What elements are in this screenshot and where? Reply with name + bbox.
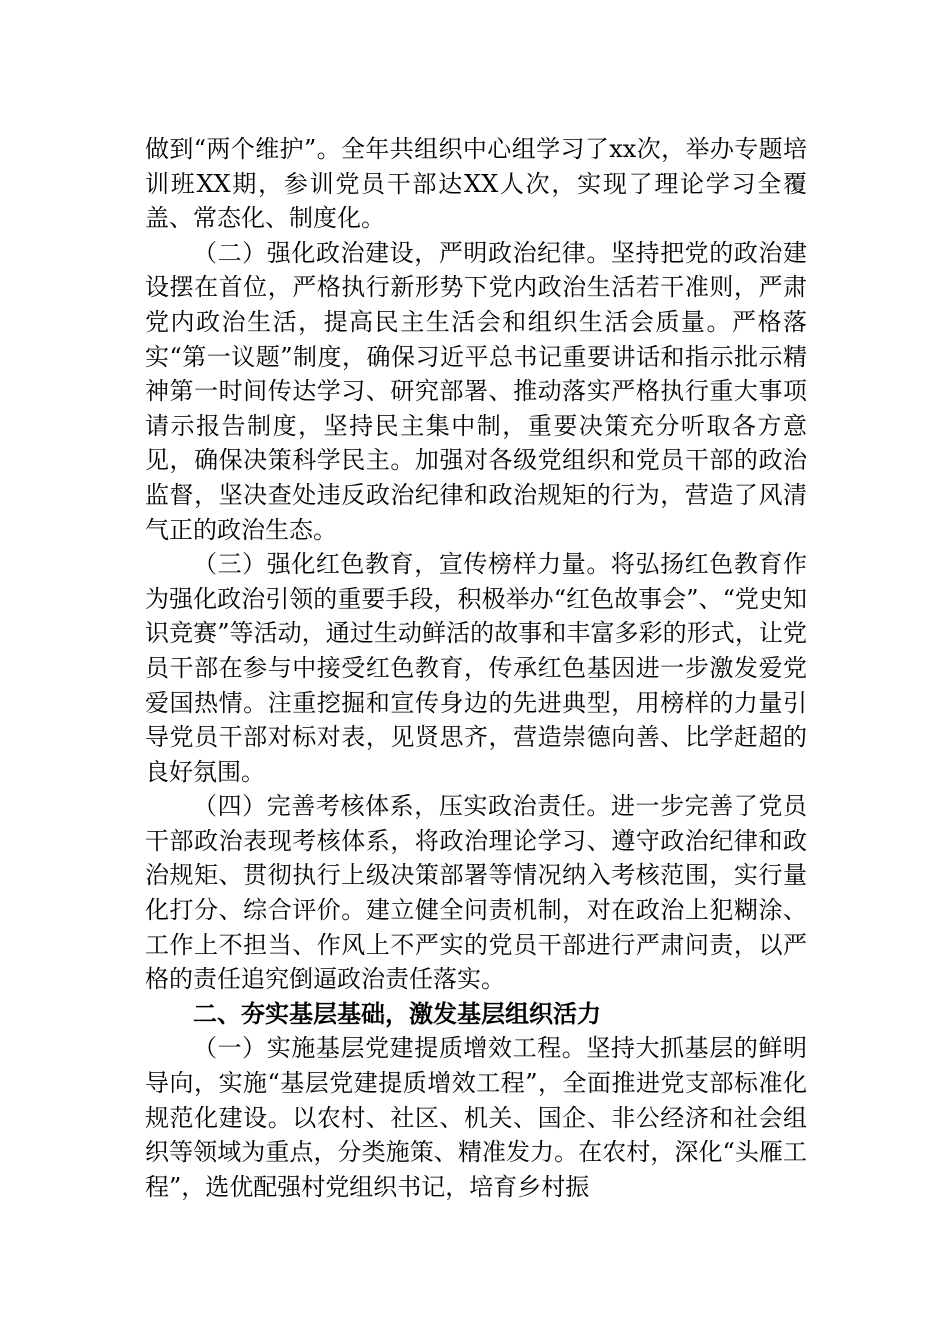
paragraph-assessment-system: （四）完善考核体系，压实政治责任。进一步完善了党员干部政治表现考核体系，将政治理论学习、遵守政治纪律和政治规矩、贯彻执行上级决策部署等情况纳入考核范围，实行量化打分、综合评价。建立健全问责机制，对在政治上犯糊涂、工作上不担当、作风上不严实的党员干部进行严肃问责，以严格的责任追究倒逼政治责任落实。: [145, 792, 807, 994]
paragraph-continuation: 做到“两个维护”。全年共组织中心组学习了xx次，举办专题培训班XX期，参训党员干部达XX人次，实现了理论学习全覆盖、常态化、制度化。: [145, 135, 807, 233]
paragraph-red-education: （三）强化红色教育，宣传榜样力量。将弘扬红色教育作为强化政治引领的重要手段，积极举办“红色故事会”、“党史知识竞赛”等活动，通过生动鲜活的故事和丰富多彩的形式，让党员干部在参与中接受红色教育，传承红色基因进一步激发爱党爱国热情。注重挖掘和宣传身边的先进典型，用榜样的力量引导党员干部对标对表，见贤思齐，营造崇德向善、比学赶超的良好氛围。: [145, 550, 807, 786]
paragraph-political-building: （二）强化政治建设，严明政治纪律。坚持把党的政治建设摆在首位，严格执行新形势下党内政治生活若干准则，严肃党内政治生活，提高民主生活会和组织生活会质量。严格落实“第一议题”制度，确保习近平总书记重要讲话和指示批示精神第一时间传达学习、研究部署、推动落实严格执行重大事项请示报告制度，坚持民主集中制，重要决策充分听取各方意见，确保决策科学民主。加强对各级党组织和党员干部的政治监督，坚决查处违反政治纪律和政治规矩的行为，营造了风清气正的政治生态。: [145, 238, 807, 544]
paragraph-grassroots-project: （一）实施基层党建提质增效工程。坚持大抓基层的鲜明导向，实施“基层党建提质增效工程”，全面推进党支部标准化规范化建设。以农村、社区、机关、国企、非公经济和社会组织等领域为重点，分类施策、精准发力。在农村，深化“头雁工程”，选优配强村党组织书记，培育乡村振: [145, 1034, 807, 1201]
section-heading-grassroots: 二、夯实基层基础，激发基层组织活力: [193, 999, 601, 1028]
document-body: [145, 132, 807, 1204]
